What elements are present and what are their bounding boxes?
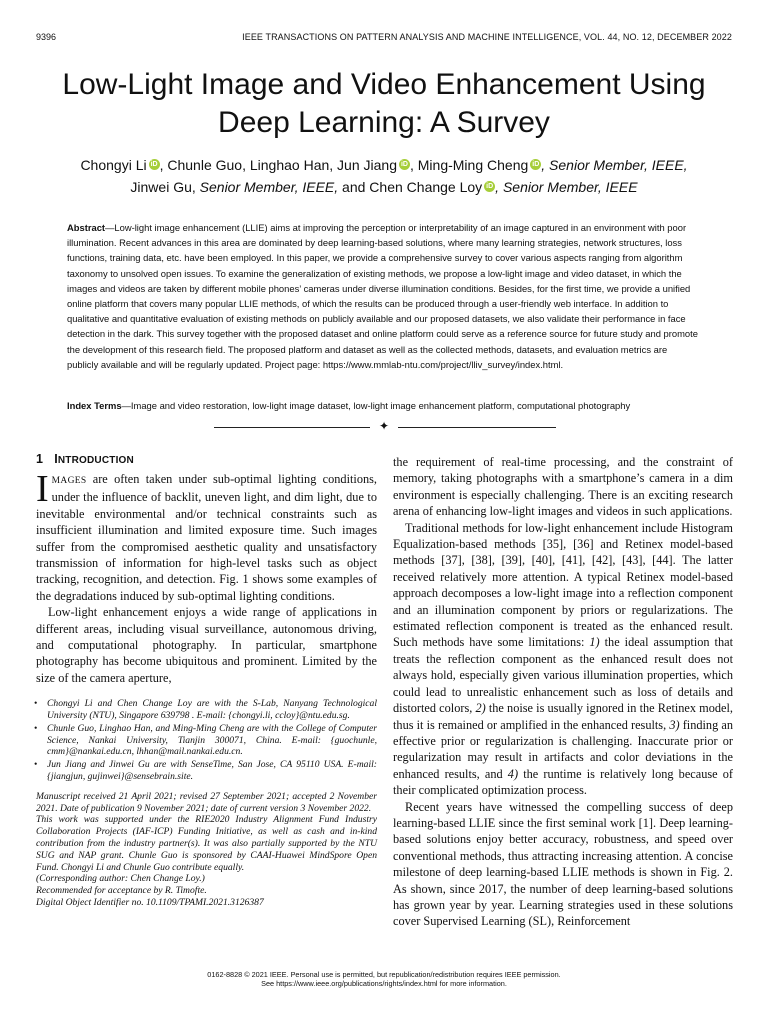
abstract-text: —Low-light image enhancement (LLIE) aims at improving the perception or interpretability of an image captured in an environment with poor illumination. Recent advances in this area are dominated by deep learning-based solutions, where many learning strategies, network structures, loss functions, training data, etc. have been employed. In this paper, we provide a comprehensive survey to cover various aspects ranging from algorithm taxonomy to unsolved open issues. To examine the generalization of existing methods, we propose a low-light image and video dataset, in which the images and videos are taken by different mobile phones’ cameras under diverse illumination conditions. Besides, for the first time, we provide a unified online platform that covers many popular LLIE methods, of which the results can be produced through a user-friendly web interface. In addition to qualitative and quantitative evaluation of existing methods on publicly available and our proposed datasets, we also validate their performance in face detection in the dark. This survey together with the proposed dataset and online platform could serve as a reference source for future study and promote the development of this research field. The proposed platform and dataset as well as the collected methods, datasets, and evaluation metrics are publicly available and will be regularly updated. Project page: https://www.mmlab-ntu.com/project/lliv_survey/index.html. (67, 222, 698, 370)
author-list (40, 154, 728, 198)
orcid-icon[interactable]: iD (532, 161, 540, 168)
section-title-first: I (54, 452, 58, 466)
author-3: , Ming-Ming Cheng (409, 157, 529, 173)
paragraph-text: Traditional methods for low-light enhancement include Histogram Equalization-based methods [35], [36] and Retinex model-based methods [37], [38], [39], [40], [41], [42], [43], [44]. The latter received relatively more attention. A typical Retinex model-based approach decomposes a low-light image into a reflection component and an illumination component by priors or regularizations. The estimated reflection component is treated as the enhanced result. Such methods have some limitations: (393, 520, 733, 650)
author-4: Jinwei Gu, (130, 179, 200, 195)
footnote-text: Chongyi Li and Chen Change Loy are with the S-Lab, Nanyang Technological University (NTU), Singapore 639798 . E-mail: {chongyi.li, ccloy}@ntu.edu.sg. (47, 698, 377, 722)
paragraph-text: finding an effective prior or regularization is challenging. Inaccurate prior or regularization may result in artifacts and color deviations in the enhanced results, and (393, 717, 733, 781)
paper-title (30, 66, 738, 142)
doi[interactable]: Digital Object Identifier no. 10.1109/TPAMI.2021.3126387 (36, 897, 264, 909)
title-line-2: Deep Learning: A Survey (218, 106, 550, 139)
index-terms (67, 399, 728, 413)
footnote-text: Jun Jiang and Jinwei Gu are with SenseTime, San Jose, CA 95110 USA. E-mail: {jiangjun, gujinwei}@sensebrain.site. (47, 759, 377, 783)
orcid-icon[interactable]: iD (486, 183, 494, 190)
divider-star-icon: ✦ (370, 418, 398, 434)
paragraph: Recent years have witnessed the compelling success of deep learning-based LLIE since the first seminal work [1]. Deep learning-based solutions enjoy better accuracy, robustness, and speed over conventional methods, thus attracting increasing attention. A concise milestone of deep learning-based LLIE methods is shown in Fig. 2. As shown, since 2017, the number of deep learning-based solutions has grown year by year. Learning strategies used in these solutions cover Supervised Learning (SL), Reinforcement (393, 799, 733, 929)
list-number: 1) (589, 635, 600, 650)
footnotes (36, 698, 377, 909)
paragraph (393, 520, 733, 799)
paragraph (36, 468, 377, 604)
list-number: 3) (669, 717, 680, 732)
paragraph-text: are often taken under sub-optimal lighting conditions, under the influence of backlit, uneven light, and dim light, due to inevitable environmental and/or technical constraints such as insufficient illumination and limited exposure time. Such images suffer from the compromised aesthetic quality and unsatisfactory transmission of information for high-level tasks such as object tracking, recognition, and detection. Fig. 1 shows some examples of the degradations induced by sub-optimal lighting conditions. (36, 472, 377, 603)
author-membership: Senior Member, IEEE, (199, 179, 339, 195)
funding-note: This work was supported under the RIE2020 Industry Alignment Fund Industry Collaboration Projects (IAF-ICP) Funding Initiative, as well as cash and in-kind contribution from the industry partner(s). It was also partially supported by the NTU SUG and NAP grant. Chunle Guo is sponsored by CAAI-Huawei MindSpore Open Fund. Chongyi Li and Chunle Guo contribute equally. (36, 814, 377, 873)
index-terms-text: —Image and video restoration, low-light image dataset, low-light image enhancement platform, computational photography (121, 400, 631, 411)
left-column (36, 452, 377, 909)
rights-link[interactable]: See https://www.ieee.org/publications/rights/index.html for more information. (261, 979, 507, 988)
paragraph: Low-light enhancement enjoys a wide range of applications in different areas, including visual surveillance, autonomous driving, and computational photography. In particular, smartphone photography has become ubiquitous and prominent. Limited by the size of the camera aperture, (36, 605, 377, 685)
footnote-affiliation (36, 759, 377, 783)
footnote-text: Chunle Guo, Linghao Han, and Ming-Ming Cheng are with the College of Computer Science, Nankai University, Tianjin 300071, China. E-mail: {guochunle, cmm}@nankai.edu.cn, lhhan@mail.nankai.edu.cn. (47, 722, 377, 758)
recommended-by: Recommended for acceptance by R. Timofte. (36, 885, 207, 897)
corresponding-author: (Corresponding author: Chen Change Loy.) (36, 873, 205, 885)
bullet-icon: • (34, 722, 38, 734)
author-5: and Chen Change Loy (338, 179, 483, 195)
footnote-affiliation (36, 723, 377, 758)
title-line-1: Low-Light Image and Video Enhancement Using (62, 68, 706, 101)
copyright-footer (0, 970, 768, 988)
abstract (67, 220, 701, 372)
footnote-affiliation (36, 698, 377, 722)
list-number: 4) (507, 766, 519, 781)
journal-header: IEEE TRANSACTIONS ON PATTERN ANALYSIS AND MACHINE INTELLIGENCE, VOL. 44, NO. 12, DECEMBER 2022 (242, 32, 732, 42)
paragraph: the requirement of real-time processing, and the constraint of memory, taking photographs with a smartphone’s camera in a dim environment is especially challenging. There is an exciting research arena of enhancing low-light images and videos in such applications. (393, 455, 733, 519)
bullet-icon: • (34, 698, 38, 710)
drop-cap: I (36, 468, 49, 510)
manuscript-info (36, 791, 377, 909)
right-column (393, 454, 733, 930)
manuscript-dates: Manuscript received 21 April 2021; revised 27 September 2021; accepted 2 November 2021. Date of publication 9 November 2021; date of current version 3 November 2022. (36, 790, 377, 814)
orcid-icon[interactable]: iD (400, 161, 408, 168)
section-title-rest: NTRODUCTION (57, 455, 134, 466)
page-number: 9396 (36, 32, 57, 42)
author-2: , Chunle Guo, Linghao Han, Jun Jiang (159, 157, 397, 173)
list-number: 2) (475, 701, 486, 716)
copyright-line: 0162-8828 © 2021 IEEE. Personal use is permitted, but republication/redistribution requires IEEE permission. (207, 970, 561, 979)
bullet-icon: • (34, 759, 38, 771)
author-membership: , Senior Member, IEEE (495, 179, 638, 195)
section-number: 1 (36, 452, 44, 466)
paragraph-text: the runtime is relatively long because of their complicated optimization process. (393, 766, 733, 798)
author-membership: , Senior Member, IEEE, (541, 157, 688, 173)
paragraph-text: the ideal assumption that treats the reflection component as the enhanced result does not always hold, especially given various illumination properties, which could lead to unrealistic enhancement such as loss of details and distorted colors, (393, 635, 733, 716)
author-1: Chongyi Li (80, 157, 147, 173)
smallcaps-word: MAGES (51, 476, 87, 486)
orcid-icon[interactable]: iD (150, 161, 158, 168)
index-terms-label: Index Terms (67, 400, 122, 411)
section-heading (36, 452, 377, 466)
abstract-label: Abstract (67, 222, 106, 233)
paragraph-text: the noise is usually ignored in the Retinex model, thus it is remained or amplified in the enhanced results, (393, 701, 733, 732)
